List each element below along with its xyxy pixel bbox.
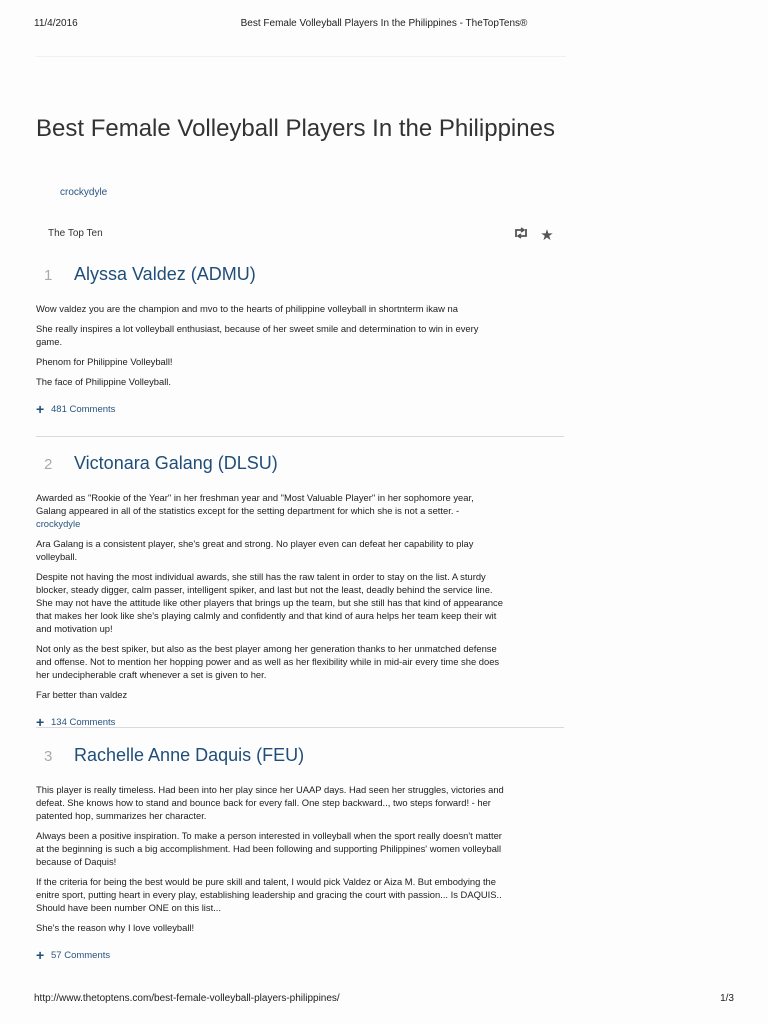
item-divider <box>36 727 564 728</box>
comments-toggle[interactable] <box>36 947 564 963</box>
print-date: 11/4/2016 <box>34 18 78 29</box>
item-paragraph: Not only as the best spiker, but also as the best player among her generation thanks to her unmatched defense and offense. Not to mention her hopping power and as well as her flexibility while in mid-air every time she does her undecipherable craft whenever a set is given to her. <box>36 643 500 680</box>
list-item-3 <box>36 745 564 963</box>
item-rank: 1 <box>44 267 53 284</box>
item-paragraph: Wow valdez you are the champion and mvo to the hearts of philippine volleyball in shortnterm ikaw na <box>36 303 458 314</box>
print-url: http://www.thetoptens.com/best-female-volleyball-players-philippines/ <box>34 993 340 1004</box>
item-paragraph: She really inspires a lot volleyball enthusiast, because of her sweet smile and determination to win in every game. <box>36 323 479 347</box>
list-item-1 <box>36 264 564 417</box>
item-rank: 3 <box>44 748 53 765</box>
retweet-icon[interactable] <box>512 226 530 244</box>
comments-link[interactable]: 57 Comments <box>51 949 111 961</box>
item-divider <box>36 436 564 437</box>
item-paragraph: The face of Philippine Volleyball. <box>36 376 171 387</box>
item-paragraph: Despite not having the most individual awards, she still has the raw talent in order to stay on the list. A sturdy blocker, steady digger, calm passer, intelligent spiker, and last but not the least, deadly behind the service line. She may not have the attitude like other players that brings up the team, but she still has that kind of appearance that makes her look like she's playing calmly and confidently and that kind of aura helps her team keep their wit and motivation up! <box>36 571 503 634</box>
item-paragraph: Far better than valdez <box>36 689 128 700</box>
item-description <box>36 491 506 701</box>
list-toolbar <box>512 225 556 245</box>
comments-link[interactable]: 134 Comments <box>51 716 116 728</box>
print-page-number: 1/3 <box>720 993 734 1004</box>
inline-author-link[interactable]: crockydyle <box>36 518 81 529</box>
star-icon[interactable]: ★ <box>540 227 554 244</box>
plus-icon: + <box>36 714 45 730</box>
item-rank: 2 <box>44 456 53 473</box>
item-description <box>36 783 506 934</box>
page-title: Best Female Volleyball Players In the Philippines <box>36 115 555 142</box>
item-paragraph <box>36 491 506 530</box>
item-paragraph: She's the reason why I love volleyball! <box>36 922 195 933</box>
item-description <box>36 302 506 388</box>
item-name-link[interactable]: Rachelle Anne Daquis (FEU) <box>74 745 305 765</box>
comments-toggle[interactable] <box>36 401 564 417</box>
plus-icon: + <box>36 947 45 963</box>
author-link[interactable]: crockydyle <box>60 187 108 198</box>
comments-link[interactable]: 481 Comments <box>51 403 116 415</box>
item-paragraph: Always been a positive inspiration. To make a person interested in volleyball when the sport really doesn't matter at the beginning is such a big accomplishment. Had been following and supporting Philippines' women volleyball because of Daquis! <box>36 830 502 867</box>
item-paragraph: Phenom for Philippine Volleyball! <box>36 356 173 367</box>
item-paragraph: This player is really timeless. Had been into her play since her UAAP days. Had seen her struggles, victories and defeat. She knows how to stand and bounce back for every fall. One step backward.., two steps forward! - her patented hop, summarizes her character. <box>36 784 504 821</box>
print-doc-title: Best Female Volleyball Players In the Philippines - TheTopTens® <box>240 18 528 29</box>
section-label: The Top Ten <box>48 228 103 239</box>
list-item-2 <box>36 453 564 730</box>
plus-icon: + <box>36 401 45 417</box>
paragraph-text: Awarded as "Rookie of the Year" in her freshman year and "Most Valuable Player" in her sophomore year, Galang appeared in all of the statistics except for the setting department for which she is not a setter. - <box>36 492 474 516</box>
item-name-link[interactable]: Alyssa Valdez (ADMU) <box>74 264 256 284</box>
item-paragraph: Ara Galang is a consistent player, she's great and strong. No player even can defeat her capability to play volleyball. <box>36 538 474 562</box>
item-name-link[interactable]: Victonara Galang (DLSU) <box>74 453 278 473</box>
item-paragraph: If the criteria for being the best would be pure skill and talent, I would pick Valdez or Aiza M. But embodying the enitre sport, putting heart in every play, establishing leadership and gracing the court with passion... Is DAQUIS.. Should have been number ONE on this list... <box>36 876 502 913</box>
top-divider <box>36 56 566 57</box>
